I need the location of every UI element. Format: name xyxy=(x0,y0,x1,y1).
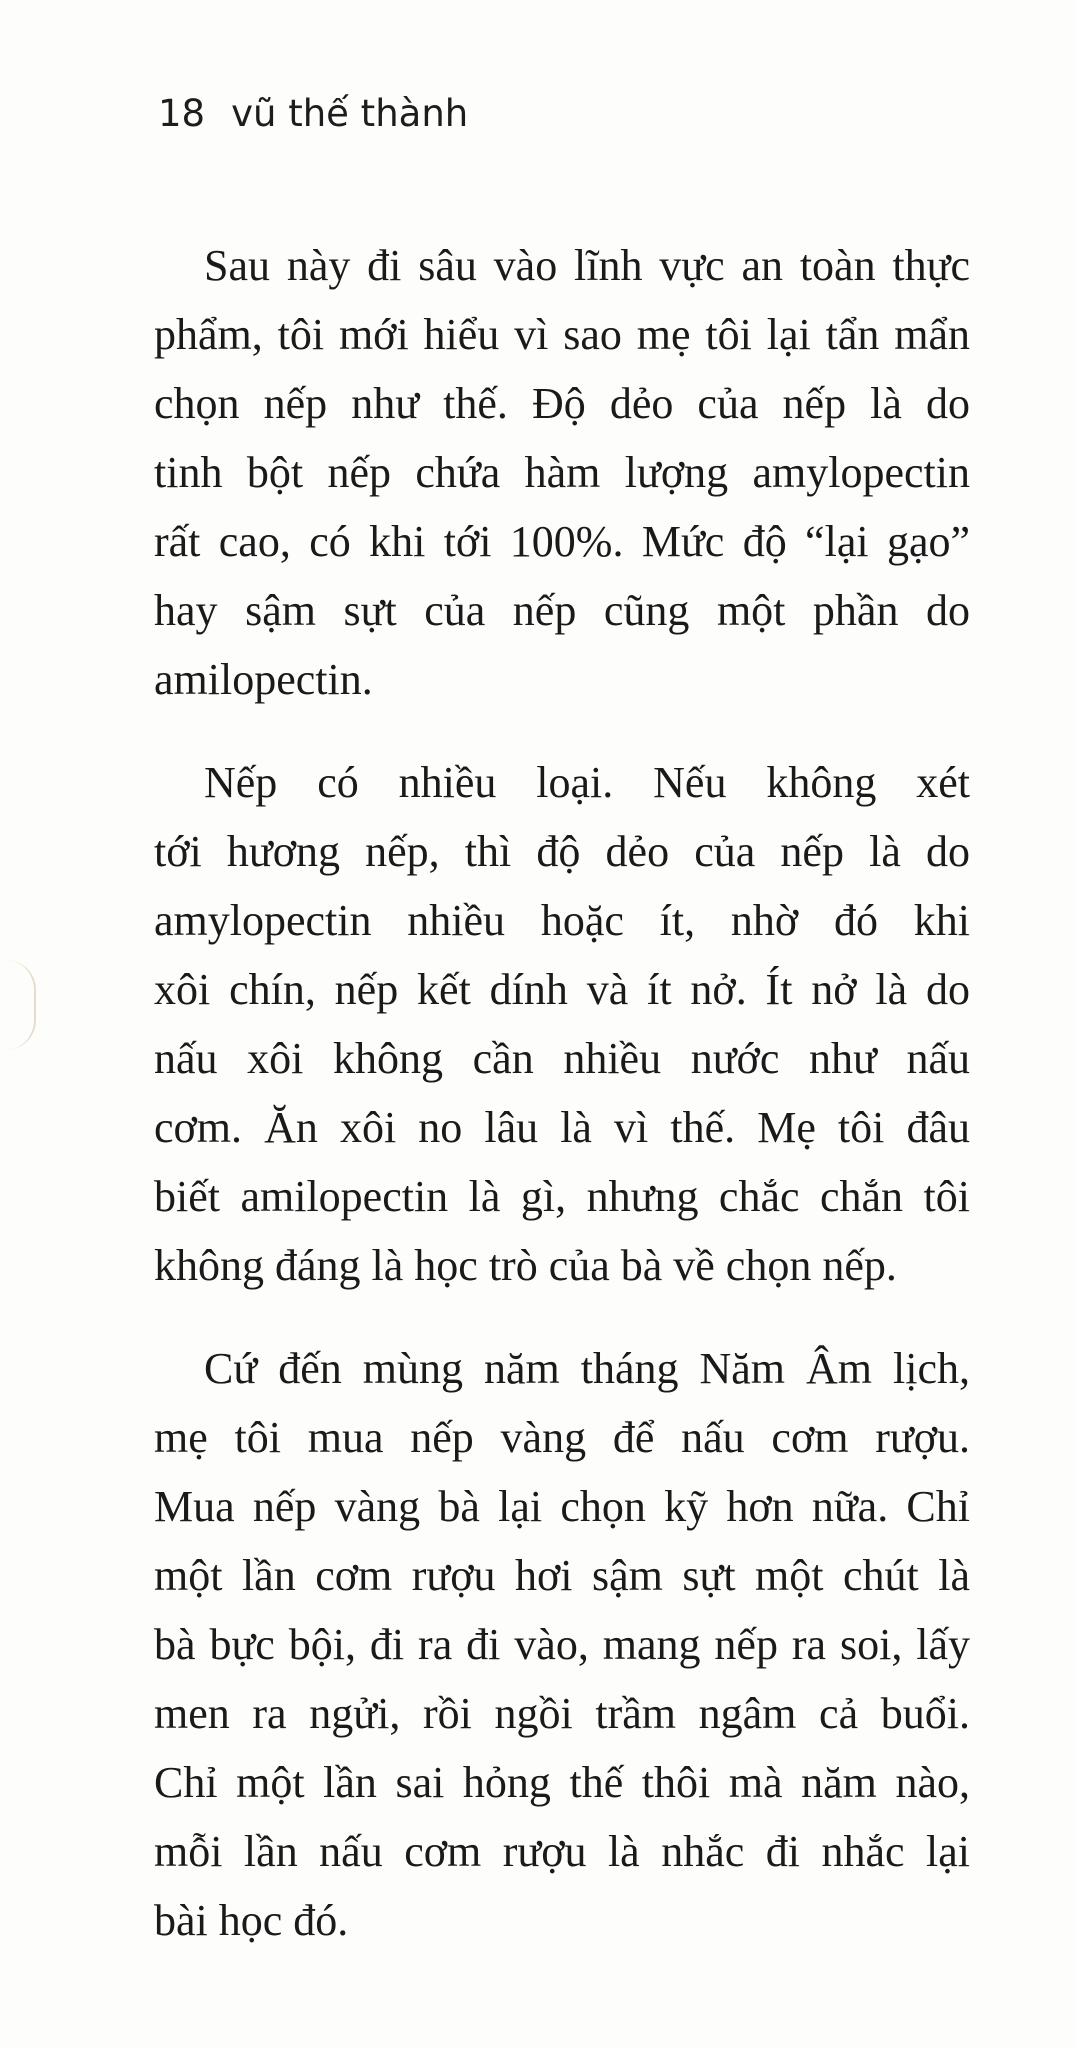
text-line: bài học đó. xyxy=(154,1896,349,1945)
text-line: tới hương nếp, thì độ dẻo của nếp là do xyxy=(154,827,970,876)
text-line: Chỉ một lần sai hỏng thế thôi mà năm nào, xyxy=(154,1758,970,1807)
text-line: men ra ngửi, rồi ngồi trầm ngâm cả buổi. xyxy=(154,1689,970,1738)
text-line: chọn nếp như thế. Độ dẻo của nếp là do xyxy=(154,379,970,428)
text-line: hay sậm sựt của nếp cũng một phần do xyxy=(154,586,970,635)
text-line: một lần cơm rượu hơi sậm sựt một chút là xyxy=(154,1551,970,1600)
text-line: biết amilopectin là gì, nhưng chắc chắn tôi xyxy=(154,1172,970,1221)
text-line: Nếp có nhiều loại. Nếu không xét xyxy=(204,758,970,807)
text-line: nấu xôi không cần nhiều nước như nấu xyxy=(154,1034,970,1083)
paragraph xyxy=(154,231,970,714)
running-head xyxy=(158,92,468,135)
paragraph xyxy=(154,1334,970,1955)
text-line: Mua nếp vàng bà lại chọn kỹ hơn nữa. Chỉ xyxy=(154,1482,970,1531)
text-line: phẩm, tôi mới hiểu vì sao mẹ tôi lại tẩn mẩn xyxy=(154,310,970,359)
text-line: cơm. Ăn xôi no lâu là vì thế. Mẹ tôi đâu xyxy=(154,1103,970,1152)
text-line: Cứ đến mùng năm tháng Năm Âm lịch, xyxy=(204,1344,970,1393)
text-line: rất cao, có khi tới 100%. Mức độ “lại gạo” xyxy=(154,517,970,566)
text-line: mỗi lần nấu cơm rượu là nhắc đi nhắc lại xyxy=(154,1827,970,1876)
text-line: xôi chín, nếp kết dính và ít nở. Ít nở là do xyxy=(154,965,970,1014)
author-name: vũ thế thành xyxy=(231,92,469,135)
text-line: amilopectin. xyxy=(154,655,373,704)
text-line: bà bực bội, đi ra đi vào, mang nếp ra soi, lấy xyxy=(154,1620,970,1669)
paragraph xyxy=(154,748,970,1300)
text-line: mẹ tôi mua nếp vàng để nấu cơm rượu. xyxy=(154,1413,970,1462)
page-number: 18 xyxy=(158,92,206,135)
text-line: tinh bột nếp chứa hàm lượng amylopectin xyxy=(154,448,970,497)
body-text xyxy=(154,231,970,1989)
text-line: không đáng là học trò của bà về chọn nếp. xyxy=(154,1241,897,1290)
page-edge-mark xyxy=(0,960,36,1050)
text-line: Sau này đi sâu vào lĩnh vực an toàn thực xyxy=(204,241,970,290)
text-line: amylopectin nhiều hoặc ít, nhờ đó khi xyxy=(154,896,970,945)
